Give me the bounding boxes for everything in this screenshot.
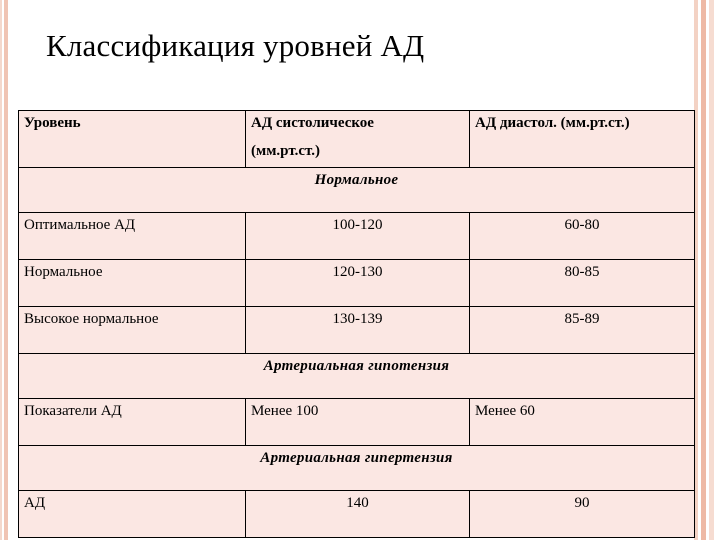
section-title: Артериальная гипертензия	[19, 446, 695, 491]
cell-level: Нормальное	[19, 260, 246, 307]
header-systolic	[246, 111, 470, 168]
cell-diastolic: 60-80	[470, 213, 695, 260]
slide-title: Классификация уровней АД	[46, 28, 425, 63]
cell-systolic: 100-120	[246, 213, 470, 260]
section-title: Артериальная гипотензия	[19, 354, 695, 399]
table-row	[19, 260, 695, 307]
cell-level: Высокое нормальное	[19, 307, 246, 354]
table-row	[19, 307, 695, 354]
header-systolic-line1: АД систолическое	[251, 115, 374, 131]
header-systolic-line2: (мм.рт.ст.)	[251, 143, 320, 159]
cell-diastolic: Менее 60	[470, 399, 695, 446]
header-diastolic: АД диастол. (мм.рт.ст.)	[470, 111, 695, 168]
cell-diastolic: 80-85	[470, 260, 695, 307]
slide-frame-left-decoration	[0, 0, 8, 540]
section-row-hypotension	[19, 354, 695, 399]
cell-systolic: 130-139	[246, 307, 470, 354]
cell-systolic: Менее 100	[246, 399, 470, 446]
cell-level: Оптимальное АД	[19, 213, 246, 260]
section-row-hypertension	[19, 446, 695, 491]
cell-level: Показатели АД	[19, 399, 246, 446]
cell-systolic: 120-130	[246, 260, 470, 307]
section-row-normal	[19, 168, 695, 213]
table-header-row	[19, 111, 695, 168]
section-title: Нормальное	[19, 168, 695, 213]
cell-diastolic: 85-89	[470, 307, 695, 354]
header-level: Уровень	[19, 111, 246, 168]
table-row	[19, 213, 695, 260]
table-row	[19, 491, 695, 538]
cell-diastolic: 90	[470, 491, 695, 538]
cell-level: АД	[19, 491, 246, 538]
cell-systolic: 140	[246, 491, 470, 538]
blood-pressure-table	[18, 110, 695, 538]
table-row	[19, 399, 695, 446]
